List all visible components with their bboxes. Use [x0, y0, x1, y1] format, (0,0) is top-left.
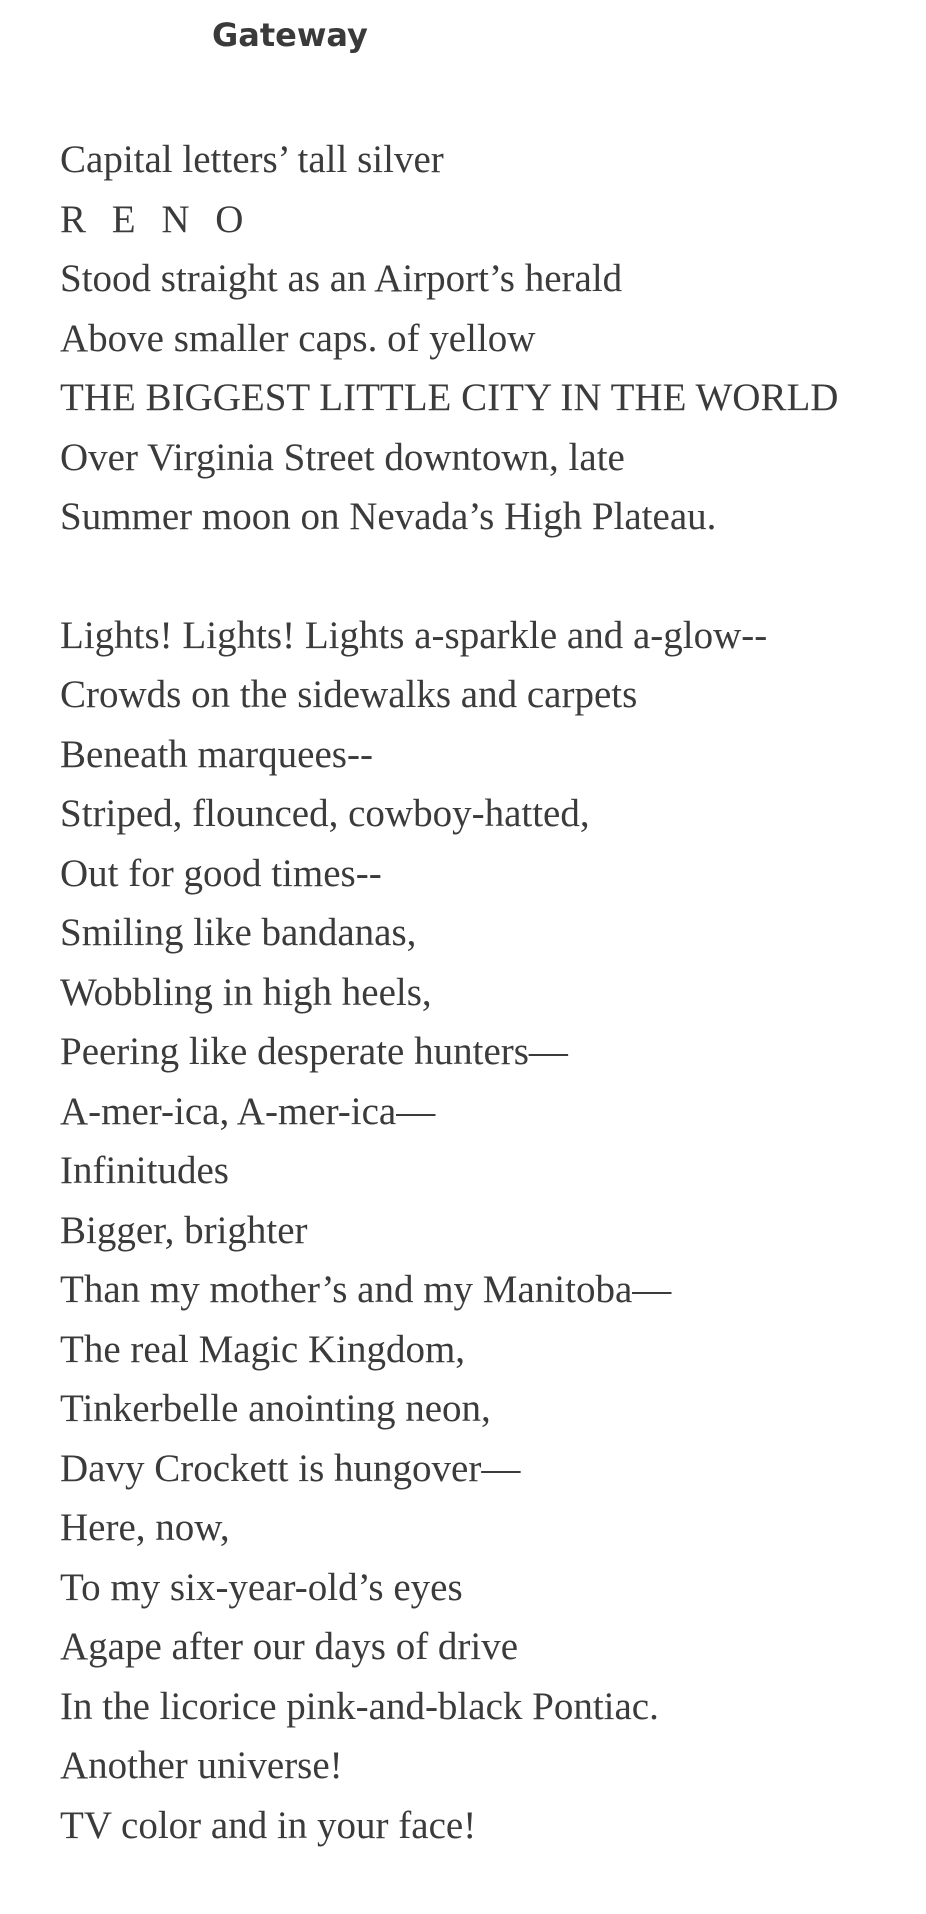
poem-line: Bigger, brighter [60, 1208, 308, 1252]
poem-line: Another universe! [60, 1744, 343, 1787]
poem-title: Gateway [212, 16, 368, 54]
poem-line: Lights! Lights! Lights a-sparkle and a-glow-- [60, 613, 768, 657]
poem-line: In the licorice pink-and-black Pontiac. [60, 1684, 659, 1728]
poem-line: To my six-year-old’s eyes [60, 1565, 463, 1609]
poem-line: A-mer-ica, A-mer-ica— [60, 1089, 436, 1133]
poem-line: Than my mother’s and my Manitoba— [60, 1268, 672, 1311]
poem-line: Above smaller caps. of yellow [60, 316, 536, 360]
poem-line: R E N O [60, 197, 252, 241]
poem-body [60, 130, 838, 1914]
poem-line: TV color and in your face! [60, 1803, 477, 1847]
stanza-1 [60, 130, 838, 547]
poem-line: Summer moon on Nevada’s High Plateau. [60, 495, 717, 538]
poem-line: Infinitudes [60, 1149, 229, 1192]
poem-line: Agape after our days of drive [60, 1625, 519, 1668]
poem-line: Peering like desperate hunters— [60, 1030, 568, 1073]
poem-line: Capital letters’ tall silver [60, 138, 444, 181]
poem-line: Out for good times-- [60, 851, 382, 895]
poem-line: Over Virginia Street downtown, late [60, 435, 625, 479]
stanza-2 [60, 606, 838, 1856]
poem-line: Wobbling in high heels, [60, 970, 432, 1014]
poem-line: THE BIGGEST LITTLE CITY IN THE WORLD [60, 376, 839, 419]
poem-line: Tinkerbelle anointing neon, [60, 1387, 491, 1430]
poem-line: Beneath marquees-- [60, 732, 373, 776]
poem-line: Stood straight as an Airport’s herald [60, 257, 623, 300]
poem-line: The real Magic Kingdom, [60, 1327, 466, 1371]
poem-line: Davy Crockett is hungover— [60, 1446, 521, 1490]
poem-line: Crowds on the sidewalks and carpets [60, 673, 638, 716]
poem-line: Striped, flounced, cowboy-hatted, [60, 792, 590, 835]
poem-line: Here, now, [60, 1506, 230, 1549]
poem-line: Smiling like bandanas, [60, 911, 417, 954]
